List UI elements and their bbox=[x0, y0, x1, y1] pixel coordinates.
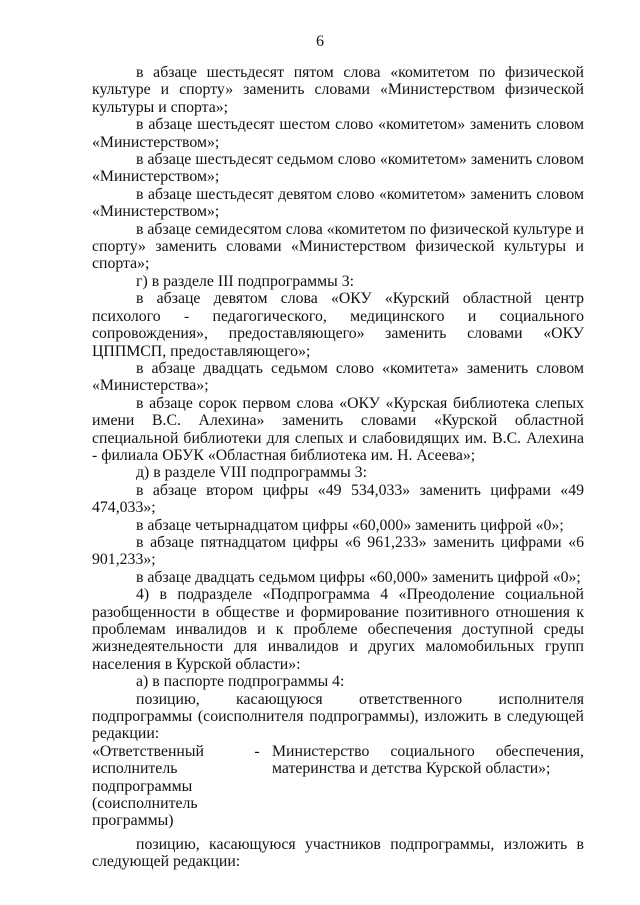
table-left-cell bbox=[92, 743, 242, 830]
table-left-line: «Ответственный bbox=[92, 742, 204, 760]
paragraph: д) в разделе VIII подпрограммы 3: bbox=[136, 464, 367, 482]
paragraph: в абзаце двадцать седьмом цифры «60,000» заменить цифрой «0»; bbox=[136, 568, 581, 586]
paragraph: позицию, касающуюся участников подпрограммы, изложить в следующей редакции: bbox=[92, 835, 584, 871]
paragraph: в абзаце шестьдесят девятом слово «комитетом» заменить словом «Министерством»; bbox=[92, 185, 584, 221]
paragraph: в абзаце пятнадцатом цифры «6 961,233» заменить цифрами «6 901,233»; bbox=[92, 533, 584, 569]
table-left-line: (соисполнитель bbox=[92, 795, 198, 813]
paragraph: а) в паспорте подпрограммы 4: bbox=[136, 673, 345, 691]
paragraph: в абзаце девятом слова «ОКУ «Курский областной центр психолого - педагогического, медицинского и социального сопровождения», предоставляющего» заменить словами «ОКУ ЦППМСП, предоставляющего»; bbox=[92, 290, 584, 360]
paragraph: в абзаце шестьдесят седьмом слово «комитетом» заменить словом «Министерством»; bbox=[92, 151, 584, 186]
paragraph: г) в разделе III подпрограммы 3: bbox=[136, 272, 355, 290]
paragraph: 4) в подразделе «Подпрограмма 4 «Преодоление социальной разобщенности в обществе и формирование позитивного отношения к проблемам инвалидов и к проблеме обеспечения доступной среды жизнедеятельности для инвалидов и других маломобильных групп населения в Курской области»: bbox=[92, 586, 584, 673]
paragraph: в абзаце шестьдесят пятом слова «комитетом по физической культуре и спорту» заменить словами «Министерством физической культуры и спорта»; bbox=[92, 64, 584, 116]
table-left-line: исполнитель bbox=[92, 760, 178, 778]
paragraph: позицию, касающуюся ответственного исполнителя подпрограммы (соисполнителя подпрограммы), изложить в следующей редакции: bbox=[92, 690, 584, 743]
paragraph: в абзаце двадцать седьмом слово «комитета» заменить словом «Министерства»; bbox=[92, 359, 584, 395]
paragraph: в абзаце шестьдесят шестом слово «комитетом» заменить словом «Министерством»; bbox=[92, 116, 584, 151]
page-number: 6 bbox=[316, 33, 324, 50]
table-left-line: программы) bbox=[92, 812, 174, 830]
paragraph: в абзаце четырнадцатом цифры «60,000» заменить цифрой «0»; bbox=[136, 516, 564, 534]
paragraph: в абзаце семидесятом слова «комитетом по физической культуре и спорту» заменить словами «Министерством физической культуры и спорта»; bbox=[92, 220, 584, 273]
table-dash: - bbox=[254, 742, 260, 760]
responsible-executor-table bbox=[92, 743, 584, 830]
paragraph: в абзаце втором цифры «49 534,033» заменить цифрами «49 474,033»; bbox=[92, 481, 584, 517]
paragraph: в абзаце сорок первом слова «ОКУ «Курская библиотека слепых имени В.С. Алехина» заменить словами «Курской областной специальной библиотеки для слепых и слабовидящих им. В.С. Алехина - филиала ОБУК «Областная библиотека им. Н. Асеева»; bbox=[92, 394, 584, 464]
table-left-line: подпрограммы bbox=[92, 777, 193, 795]
document-body bbox=[92, 64, 584, 871]
table-right-cell: Министерство социального обеспечения, материнства и детства Курской области»; bbox=[272, 742, 584, 778]
